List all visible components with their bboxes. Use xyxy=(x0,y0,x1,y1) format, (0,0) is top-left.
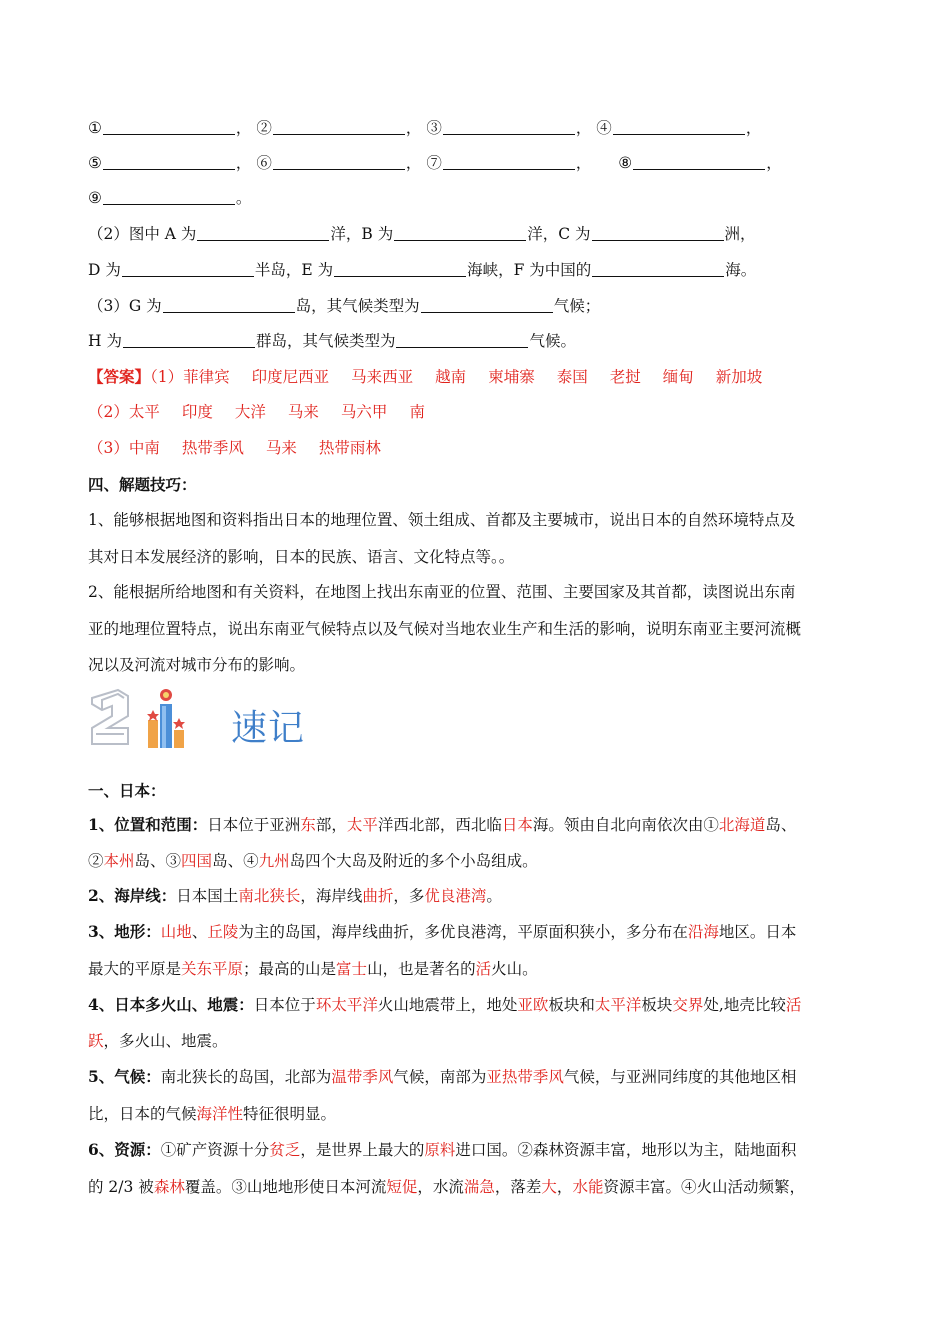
blank-1[interactable] xyxy=(103,118,235,135)
q2-line-2: D 为 半岛，E 为 海峡，F 为中国的 海。 xyxy=(88,261,757,279)
blank-label-8: ⑧ xyxy=(618,154,633,172)
blank-label-9: ⑨ xyxy=(88,189,102,207)
tips-p1-line-1: 1、能够根据地图和资料指出日本的地理位置、领土组成、首都及主要城市，说出日本的自然环境特点及 xyxy=(88,511,796,529)
note-1-line-2: ②本州岛、③四国岛、④九州岛四个大岛及附近的多个小岛组成。 xyxy=(88,852,538,870)
q1-line-2: ⑤ ， ⑥ ， ⑦ ， ⑧ ， xyxy=(88,154,782,172)
answer-label: 【答案】 xyxy=(88,367,151,386)
tips-p1-line-2: 其对日本发展经济的影响，日本的民族、语言、文化特点等。。 xyxy=(88,548,515,566)
answer-line-3: （3）中南 热带季风 马来 热带雨林 xyxy=(88,439,381,457)
blank-label-1: ① xyxy=(88,119,102,137)
blank-label-3: ③ xyxy=(426,119,442,137)
blank-9[interactable] xyxy=(103,188,235,205)
banner-title: 速记 xyxy=(231,708,306,749)
blank-label-5: ⑤ xyxy=(88,154,102,172)
blank-b[interactable] xyxy=(394,224,526,241)
note-1-line-1: 1、位置和范围：日本位于亚洲东部，太平洋西北部，西北临日本海。领由自北向南依次由①北海道岛、 xyxy=(88,815,797,834)
note-6-line-2: 的 2/3 被森林覆盖。③山地地形使日本河流短促，水流湍急，落差大，水能资源丰富。④火山活动频繁， xyxy=(88,1178,805,1196)
blank-4[interactable] xyxy=(613,118,745,135)
tips-p2-line-3: 况以及河流对城市分布的影响。 xyxy=(88,656,306,674)
blank-2[interactable] xyxy=(273,118,405,135)
q3-line-2: H 为 群岛，其气候类型为 气候。 xyxy=(88,332,576,350)
blank-g-climate[interactable] xyxy=(421,296,553,313)
blank-label-6: ⑥ xyxy=(256,154,272,172)
blank-label-7: ⑦ xyxy=(426,154,442,172)
q2-line-1: （2）图中 A 为 洋，B 为 洋，C 为 洲， xyxy=(88,225,756,243)
section-banner xyxy=(88,686,318,756)
tips-p2-line-2: 亚的地理位置特点，说出东南亚气候特点以及气候对当地农业生产和生活的影响，说明东南亚主要河流概 xyxy=(88,620,802,638)
q1-line-1: ① ， ② ， ③ ， ④ ， xyxy=(88,119,762,137)
answer-line-1: 【答案】（1）菲律宾 印度尼西亚 马来西亚 越南 柬埔寨 泰国 老挝 缅甸 新加坡 xyxy=(88,367,763,386)
blank-h[interactable] xyxy=(123,331,255,348)
blank-g[interactable] xyxy=(163,296,295,313)
note-4-line-1: 4、日本多火山、地震：日本位于环太平洋火山地震带上，地处亚欧板块和太平洋板块交界处,地壳比较活 xyxy=(88,995,802,1014)
note-4-line-2: 跃，多火山、地震。 xyxy=(88,1032,228,1050)
tips-heading: 四、解题技巧： xyxy=(88,475,197,494)
blank-c[interactable] xyxy=(592,224,724,241)
blank-a[interactable] xyxy=(197,224,329,241)
blank-label-4: ④ xyxy=(596,119,612,137)
blank-d[interactable] xyxy=(122,260,254,277)
note-5-line-2: 比，日本的气候海洋性特征很明显。 xyxy=(88,1105,337,1123)
note-3-line-2: 最大的平原是关东平原；最高的山是富士山，也是著名的活火山。 xyxy=(88,960,538,978)
notes-heading: 一、日本： xyxy=(88,781,166,800)
blank-7[interactable] xyxy=(443,153,575,170)
q1-line-3: ⑨ 。 xyxy=(88,189,252,207)
answer-line-2: （2）太平 印度 大洋 马来 马六甲 南 xyxy=(88,403,425,421)
blank-6[interactable] xyxy=(273,153,405,170)
blank-h-climate[interactable] xyxy=(396,331,528,348)
number-two-podium-icon xyxy=(88,686,228,756)
note-3-line-1: 3、地形：山地、丘陵为主的岛国，海岸线曲折，多优良港湾，平原面积狭小，多分布在沿海地区。日本 xyxy=(88,922,797,941)
note-6-line-1: 6、资源：①矿产资源十分贫乏，是世界上最大的原料进口国。②森林资源丰富，地形以为主，陆地面积 xyxy=(88,1140,797,1159)
blank-5[interactable] xyxy=(103,153,235,170)
blank-e[interactable] xyxy=(334,260,466,277)
blank-3[interactable] xyxy=(443,118,575,135)
blank-8[interactable] xyxy=(633,153,765,170)
note-5-line-1: 5、气候：南北狭长的岛国，北部为温带季风气候，南部为亚热带季风气候，与亚洲同纬度的其他地区相 xyxy=(88,1067,797,1086)
note-2-line-1: 2、海岸线：日本国土南北狭长，海岸线曲折，多优良港湾。 xyxy=(88,886,502,905)
blank-f[interactable] xyxy=(592,260,724,277)
q3-line-1: （3）G 为 岛，其气候类型为 气候； xyxy=(88,297,601,315)
blank-label-2: ② xyxy=(256,119,272,137)
tips-p2-line-1: 2、能根据所给地图和有关资料，在地图上找出东南亚的位置、范围、主要国家及其首都，读图说出东南 xyxy=(88,583,796,601)
